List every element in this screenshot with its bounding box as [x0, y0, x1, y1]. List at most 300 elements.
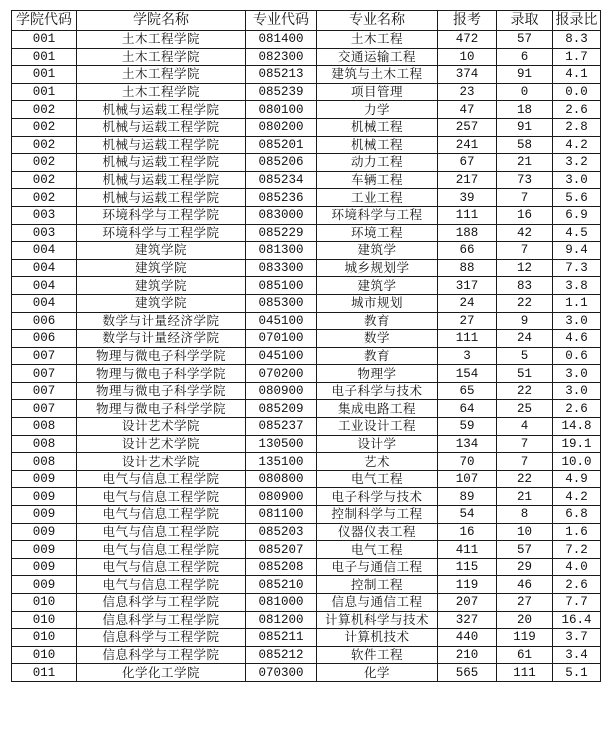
cell-major-code: 081000: [246, 594, 317, 612]
cell-college-name: 电气与信息工程学院: [77, 506, 246, 524]
cell-ratio: 4.2: [553, 136, 601, 154]
table-row: [12, 242, 601, 260]
table-row: [12, 206, 601, 224]
cell-admitted: 0: [497, 83, 553, 101]
cell-major-name: 力学: [317, 101, 438, 119]
cell-college-name: 数学与计量经济学院: [77, 312, 246, 330]
cell-college-name: 建筑学院: [77, 294, 246, 312]
cell-ratio: 1.6: [553, 523, 601, 541]
cell-major-name: 设计学: [317, 435, 438, 453]
cell-admitted: 24: [497, 330, 553, 348]
cell-college-name: 土木工程学院: [77, 83, 246, 101]
cell-admitted: 7: [497, 435, 553, 453]
cell-ratio: 3.0: [553, 365, 601, 383]
cell-applicants: 47: [438, 101, 497, 119]
cell-applicants: 70: [438, 453, 497, 471]
cell-applicants: 411: [438, 541, 497, 559]
cell-college-name: 信息科学与工程学院: [77, 646, 246, 664]
cell-major-code: 083000: [246, 206, 317, 224]
cell-major-code: 085212: [246, 646, 317, 664]
cell-ratio: 4.1: [553, 66, 601, 84]
cell-ratio: 3.0: [553, 171, 601, 189]
cell-major-code: 082300: [246, 48, 317, 66]
cell-college-name: 电气与信息工程学院: [77, 488, 246, 506]
cell-college-name: 建筑学院: [77, 242, 246, 260]
cell-admitted: 18: [497, 101, 553, 119]
cell-applicants: 257: [438, 118, 497, 136]
cell-applicants: 565: [438, 664, 497, 682]
cell-applicants: 89: [438, 488, 497, 506]
cell-admitted: 21: [497, 154, 553, 172]
cell-applicants: 3: [438, 347, 497, 365]
cell-major-code: 085239: [246, 83, 317, 101]
cell-college-name: 物理与微电子科学学院: [77, 382, 246, 400]
cell-admitted: 27: [497, 594, 553, 612]
cell-admitted: 91: [497, 66, 553, 84]
cell-major-code: 085203: [246, 523, 317, 541]
cell-major-code: 070200: [246, 365, 317, 383]
cell-ratio: 0.6: [553, 347, 601, 365]
cell-admitted: 57: [497, 31, 553, 49]
header-major-code: 专业代码: [246, 11, 317, 31]
cell-admitted: 7: [497, 189, 553, 207]
cell-major-name: 集成电路工程: [317, 400, 438, 418]
cell-major-code: 085234: [246, 171, 317, 189]
cell-major-code: 070300: [246, 664, 317, 682]
cell-major-code: 085208: [246, 558, 317, 576]
cell-admitted: 42: [497, 224, 553, 242]
cell-college-code: 010: [12, 646, 77, 664]
cell-applicants: 134: [438, 435, 497, 453]
header-major-name: 专业名称: [317, 11, 438, 31]
cell-ratio: 5.6: [553, 189, 601, 207]
cell-college-code: 010: [12, 629, 77, 647]
cell-college-name: 机械与运载工程学院: [77, 171, 246, 189]
cell-college-code: 002: [12, 136, 77, 154]
cell-admitted: 4: [497, 418, 553, 436]
table-row: [12, 611, 601, 629]
cell-major-code: 085213: [246, 66, 317, 84]
cell-major-code: 085236: [246, 189, 317, 207]
table-row: [12, 664, 601, 682]
cell-college-code: 009: [12, 576, 77, 594]
cell-ratio: 6.8: [553, 506, 601, 524]
cell-major-name: 建筑与土木工程: [317, 66, 438, 84]
cell-admitted: 29: [497, 558, 553, 576]
cell-major-code: 085229: [246, 224, 317, 242]
table-row: [12, 154, 601, 172]
cell-college-name: 环境科学与工程学院: [77, 206, 246, 224]
admission-ratio-table: [11, 10, 601, 682]
cell-college-code: 001: [12, 31, 77, 49]
cell-major-name: 机械工程: [317, 136, 438, 154]
cell-college-code: 003: [12, 224, 77, 242]
cell-major-name: 动力工程: [317, 154, 438, 172]
cell-applicants: 59: [438, 418, 497, 436]
cell-admitted: 119: [497, 629, 553, 647]
cell-ratio: 4.2: [553, 488, 601, 506]
cell-applicants: 24: [438, 294, 497, 312]
cell-applicants: 317: [438, 277, 497, 295]
cell-admitted: 83: [497, 277, 553, 295]
cell-ratio: 2.6: [553, 400, 601, 418]
cell-college-name: 土木工程学院: [77, 48, 246, 66]
cell-applicants: 207: [438, 594, 497, 612]
cell-college-code: 009: [12, 470, 77, 488]
cell-major-name: 教育: [317, 312, 438, 330]
cell-major-name: 建筑学: [317, 277, 438, 295]
cell-college-code: 004: [12, 294, 77, 312]
cell-major-code: 085210: [246, 576, 317, 594]
table-row: [12, 312, 601, 330]
cell-ratio: 3.2: [553, 154, 601, 172]
cell-college-name: 数学与计量经济学院: [77, 330, 246, 348]
cell-applicants: 39: [438, 189, 497, 207]
cell-major-code: 085237: [246, 418, 317, 436]
cell-ratio: 9.4: [553, 242, 601, 260]
cell-ratio: 3.7: [553, 629, 601, 647]
cell-college-code: 007: [12, 365, 77, 383]
cell-major-code: 081200: [246, 611, 317, 629]
cell-major-name: 教育: [317, 347, 438, 365]
cell-applicants: 154: [438, 365, 497, 383]
cell-major-name: 环境工程: [317, 224, 438, 242]
cell-major-name: 控制科学与工程: [317, 506, 438, 524]
cell-major-code: 130500: [246, 435, 317, 453]
cell-major-name: 交通运输工程: [317, 48, 438, 66]
cell-ratio: 2.6: [553, 101, 601, 119]
cell-admitted: 22: [497, 470, 553, 488]
cell-major-code: 081100: [246, 506, 317, 524]
table-row: [12, 189, 601, 207]
table-row: [12, 330, 601, 348]
table-row: [12, 646, 601, 664]
cell-major-name: 机械工程: [317, 118, 438, 136]
cell-college-name: 机械与运载工程学院: [77, 189, 246, 207]
cell-college-name: 物理与微电子科学学院: [77, 400, 246, 418]
cell-college-name: 土木工程学院: [77, 31, 246, 49]
cell-ratio: 3.4: [553, 646, 601, 664]
cell-admitted: 7: [497, 453, 553, 471]
cell-applicants: 54: [438, 506, 497, 524]
cell-ratio: 19.1: [553, 435, 601, 453]
cell-college-code: 009: [12, 506, 77, 524]
cell-ratio: 7.3: [553, 259, 601, 277]
header-applicants: 报考: [438, 11, 497, 31]
cell-admitted: 9: [497, 312, 553, 330]
cell-major-name: 土木工程: [317, 31, 438, 49]
cell-college-name: 环境科学与工程学院: [77, 224, 246, 242]
cell-college-code: 003: [12, 206, 77, 224]
cell-college-code: 008: [12, 418, 77, 436]
cell-college-code: 002: [12, 118, 77, 136]
cell-college-name: 机械与运载工程学院: [77, 154, 246, 172]
header-college-code: 学院代码: [12, 11, 77, 31]
cell-college-name: 物理与微电子科学学院: [77, 365, 246, 383]
cell-admitted: 61: [497, 646, 553, 664]
table-row: [12, 506, 601, 524]
cell-college-name: 化学化工学院: [77, 664, 246, 682]
table-row: [12, 294, 601, 312]
cell-major-name: 数学: [317, 330, 438, 348]
cell-major-name: 城乡规划学: [317, 259, 438, 277]
cell-ratio: 8.3: [553, 31, 601, 49]
cell-college-name: 机械与运载工程学院: [77, 118, 246, 136]
cell-admitted: 16: [497, 206, 553, 224]
cell-college-code: 001: [12, 66, 77, 84]
cell-ratio: 2.6: [553, 576, 601, 594]
cell-admitted: 12: [497, 259, 553, 277]
table-row: [12, 400, 601, 418]
cell-ratio: 6.9: [553, 206, 601, 224]
table-row: [12, 470, 601, 488]
cell-major-code: 080100: [246, 101, 317, 119]
cell-college-code: 002: [12, 154, 77, 172]
cell-major-name: 计算机技术: [317, 629, 438, 647]
cell-college-code: 004: [12, 242, 77, 260]
cell-applicants: 440: [438, 629, 497, 647]
header-admitted: 录取: [497, 11, 553, 31]
cell-admitted: 73: [497, 171, 553, 189]
cell-applicants: 119: [438, 576, 497, 594]
cell-college-name: 信息科学与工程学院: [77, 611, 246, 629]
cell-applicants: 64: [438, 400, 497, 418]
table-row: [12, 576, 601, 594]
cell-major-name: 仪器仪表工程: [317, 523, 438, 541]
cell-major-name: 项目管理: [317, 83, 438, 101]
table-row: [12, 558, 601, 576]
cell-major-name: 环境科学与工程: [317, 206, 438, 224]
cell-admitted: 20: [497, 611, 553, 629]
cell-applicants: 115: [438, 558, 497, 576]
table-row: [12, 541, 601, 559]
cell-college-code: 006: [12, 312, 77, 330]
cell-major-code: 085201: [246, 136, 317, 154]
cell-major-name: 计算机科学与技术: [317, 611, 438, 629]
cell-major-name: 电气工程: [317, 541, 438, 559]
cell-ratio: 7.7: [553, 594, 601, 612]
cell-applicants: 23: [438, 83, 497, 101]
cell-ratio: 1.1: [553, 294, 601, 312]
cell-major-code: 085211: [246, 629, 317, 647]
table-row: [12, 453, 601, 471]
table-row: [12, 101, 601, 119]
cell-college-name: 电气与信息工程学院: [77, 558, 246, 576]
cell-major-name: 工业工程: [317, 189, 438, 207]
cell-applicants: 241: [438, 136, 497, 154]
cell-college-name: 设计艺术学院: [77, 418, 246, 436]
cell-major-code: 083300: [246, 259, 317, 277]
cell-college-name: 机械与运载工程学院: [77, 136, 246, 154]
cell-college-code: 010: [12, 594, 77, 612]
cell-applicants: 66: [438, 242, 497, 260]
table-row: [12, 259, 601, 277]
cell-ratio: 10.0: [553, 453, 601, 471]
cell-college-code: 006: [12, 330, 77, 348]
cell-ratio: 4.9: [553, 470, 601, 488]
cell-major-code: 080800: [246, 470, 317, 488]
cell-ratio: 1.7: [553, 48, 601, 66]
header-row: [12, 11, 601, 31]
cell-admitted: 111: [497, 664, 553, 682]
header-college-name: 学院名称: [77, 11, 246, 31]
cell-major-code: 070100: [246, 330, 317, 348]
cell-college-code: 004: [12, 277, 77, 295]
cell-major-code: 085100: [246, 277, 317, 295]
cell-ratio: 3.0: [553, 382, 601, 400]
cell-major-code: 085300: [246, 294, 317, 312]
cell-college-name: 机械与运载工程学院: [77, 101, 246, 119]
cell-applicants: 111: [438, 330, 497, 348]
cell-ratio: 3.0: [553, 312, 601, 330]
cell-ratio: 0.0: [553, 83, 601, 101]
table-row: [12, 382, 601, 400]
cell-major-name: 控制工程: [317, 576, 438, 594]
cell-college-code: 010: [12, 611, 77, 629]
table-row: [12, 31, 601, 49]
cell-major-name: 城市规划: [317, 294, 438, 312]
cell-admitted: 91: [497, 118, 553, 136]
cell-admitted: 10: [497, 523, 553, 541]
cell-college-code: 002: [12, 101, 77, 119]
cell-ratio: 4.0: [553, 558, 601, 576]
cell-college-code: 008: [12, 453, 77, 471]
cell-major-code: 080200: [246, 118, 317, 136]
cell-admitted: 6: [497, 48, 553, 66]
cell-college-name: 电气与信息工程学院: [77, 523, 246, 541]
cell-major-code: 080900: [246, 382, 317, 400]
cell-major-code: 085206: [246, 154, 317, 172]
cell-college-code: 007: [12, 382, 77, 400]
cell-ratio: 4.5: [553, 224, 601, 242]
cell-major-code: 085207: [246, 541, 317, 559]
cell-college-code: 007: [12, 347, 77, 365]
cell-applicants: 472: [438, 31, 497, 49]
cell-major-code: 045100: [246, 312, 317, 330]
cell-admitted: 58: [497, 136, 553, 154]
table-row: [12, 629, 601, 647]
cell-major-name: 物理学: [317, 365, 438, 383]
cell-admitted: 51: [497, 365, 553, 383]
cell-admitted: 57: [497, 541, 553, 559]
cell-applicants: 111: [438, 206, 497, 224]
cell-admitted: 22: [497, 382, 553, 400]
cell-applicants: 16: [438, 523, 497, 541]
cell-college-code: 009: [12, 488, 77, 506]
table-row: [12, 66, 601, 84]
cell-college-name: 建筑学院: [77, 259, 246, 277]
cell-admitted: 8: [497, 506, 553, 524]
cell-ratio: 14.8: [553, 418, 601, 436]
cell-college-name: 电气与信息工程学院: [77, 541, 246, 559]
table-row: [12, 347, 601, 365]
cell-college-name: 设计艺术学院: [77, 435, 246, 453]
cell-college-name: 电气与信息工程学院: [77, 470, 246, 488]
table-body: [12, 31, 601, 682]
cell-college-name: 设计艺术学院: [77, 453, 246, 471]
cell-major-code: 081400: [246, 31, 317, 49]
cell-college-code: 002: [12, 189, 77, 207]
cell-applicants: 10: [438, 48, 497, 66]
cell-college-code: 007: [12, 400, 77, 418]
cell-college-code: 004: [12, 259, 77, 277]
cell-ratio: 5.1: [553, 664, 601, 682]
cell-applicants: 88: [438, 259, 497, 277]
cell-major-name: 信息与通信工程: [317, 594, 438, 612]
table-row: [12, 224, 601, 242]
cell-major-name: 车辆工程: [317, 171, 438, 189]
table-row: [12, 435, 601, 453]
cell-college-name: 建筑学院: [77, 277, 246, 295]
cell-major-name: 电子与通信工程: [317, 558, 438, 576]
table-row: [12, 277, 601, 295]
cell-major-code: 045100: [246, 347, 317, 365]
cell-admitted: 5: [497, 347, 553, 365]
cell-admitted: 25: [497, 400, 553, 418]
cell-major-name: 艺术: [317, 453, 438, 471]
cell-applicants: 65: [438, 382, 497, 400]
cell-admitted: 46: [497, 576, 553, 594]
table-row: [12, 488, 601, 506]
cell-applicants: 374: [438, 66, 497, 84]
cell-college-name: 电气与信息工程学院: [77, 576, 246, 594]
cell-major-name: 软件工程: [317, 646, 438, 664]
cell-major-name: 电子科学与技术: [317, 382, 438, 400]
table-row: [12, 83, 601, 101]
table-row: [12, 136, 601, 154]
cell-college-code: 008: [12, 435, 77, 453]
cell-admitted: 7: [497, 242, 553, 260]
table-row: [12, 594, 601, 612]
cell-college-code: 001: [12, 48, 77, 66]
cell-college-code: 009: [12, 541, 77, 559]
cell-major-name: 工业设计工程: [317, 418, 438, 436]
cell-major-code: 135100: [246, 453, 317, 471]
cell-ratio: 4.6: [553, 330, 601, 348]
cell-college-code: 009: [12, 523, 77, 541]
cell-major-code: 081300: [246, 242, 317, 260]
cell-major-name: 化学: [317, 664, 438, 682]
cell-college-code: 011: [12, 664, 77, 682]
table-row: [12, 523, 601, 541]
cell-college-code: 001: [12, 83, 77, 101]
cell-applicants: 27: [438, 312, 497, 330]
table-row: [12, 48, 601, 66]
cell-applicants: 210: [438, 646, 497, 664]
cell-major-name: 建筑学: [317, 242, 438, 260]
cell-ratio: 16.4: [553, 611, 601, 629]
table-row: [12, 418, 601, 436]
table-row: [12, 171, 601, 189]
cell-admitted: 22: [497, 294, 553, 312]
table-row: [12, 365, 601, 383]
cell-major-name: 电气工程: [317, 470, 438, 488]
cell-college-name: 物理与微电子科学学院: [77, 347, 246, 365]
cell-college-code: 009: [12, 558, 77, 576]
cell-major-code: 080900: [246, 488, 317, 506]
cell-major-code: 085209: [246, 400, 317, 418]
cell-admitted: 21: [497, 488, 553, 506]
cell-ratio: 7.2: [553, 541, 601, 559]
cell-applicants: 327: [438, 611, 497, 629]
cell-major-name: 电子科学与技术: [317, 488, 438, 506]
admission-table-container: [11, 10, 601, 682]
cell-ratio: 3.8: [553, 277, 601, 295]
cell-applicants: 107: [438, 470, 497, 488]
cell-applicants: 217: [438, 171, 497, 189]
cell-college-name: 信息科学与工程学院: [77, 629, 246, 647]
cell-ratio: 2.8: [553, 118, 601, 136]
